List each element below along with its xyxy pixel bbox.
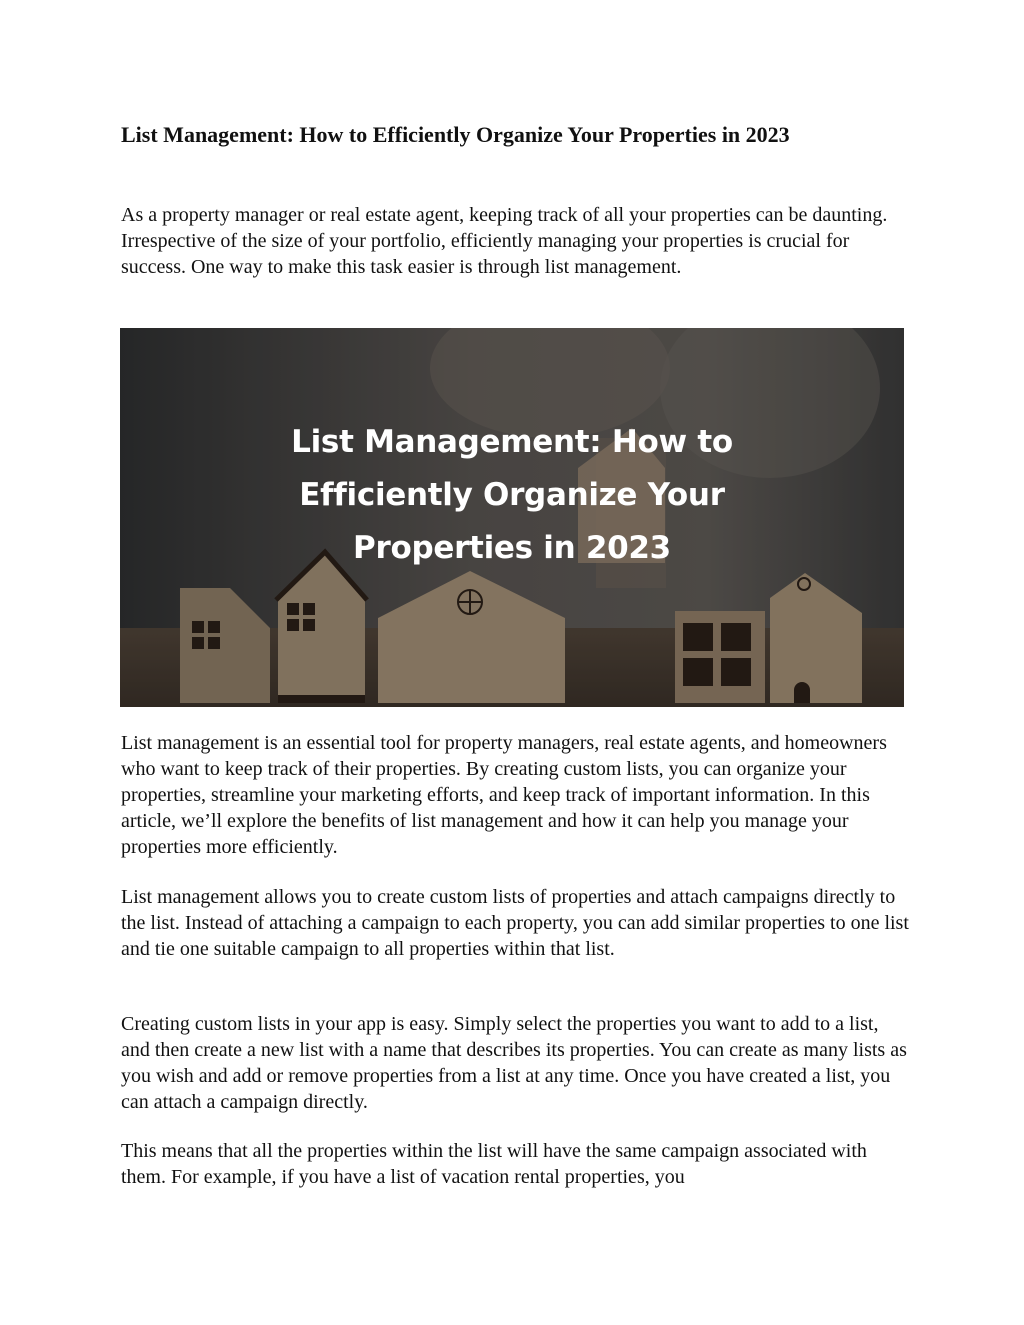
- body-paragraph: List management is an essential tool for property managers, real estate agents, and homeowners who want to keep track of their properties. By creating custom lists, you can organize your properties, streamline your marketing efforts, and keep track of important information. In this article, we’ll explore the benefits of list management and how it can help you manage your properties more efficiently.: [121, 732, 887, 858]
- hero-caption-line: List Management: How to: [291, 424, 733, 460]
- intro-paragraph: As a property manager or real estate agent, keeping track of all your properties can be daunting. Irrespective of the size of your portfolio, efficiently managing your properties is crucial for success. One way to make this task easier is through list management.: [121, 204, 888, 278]
- hero-caption-line: Properties in 2023: [353, 530, 671, 566]
- hero-caption-line: Efficiently Organize Your: [299, 477, 725, 513]
- page-title: List Management: How to Efficiently Organize Your Properties in 2023: [121, 122, 790, 147]
- body-paragraph: List management allows you to create custom lists of properties and attach campaigns directly to the list. Instead of attaching a campaign to each property, you can add similar properties to one list and tie one suitable campaign to all properties within that list.: [121, 886, 909, 960]
- hero-image: [120, 328, 904, 707]
- body-paragraph: Creating custom lists in your app is easy. Simply select the properties you want to add to a list, and then create a new list with a name that describes its properties. You can create as many lists as you wish and add or remove properties from a list at any time. Once you have created a list, you can attach a campaign directly.: [121, 1013, 907, 1113]
- body-paragraph: This means that all the properties within the list will have the same campaign associated with them. For example, if you have a list of vacation rental properties, you: [121, 1140, 867, 1188]
- hero-caption: [120, 416, 904, 575]
